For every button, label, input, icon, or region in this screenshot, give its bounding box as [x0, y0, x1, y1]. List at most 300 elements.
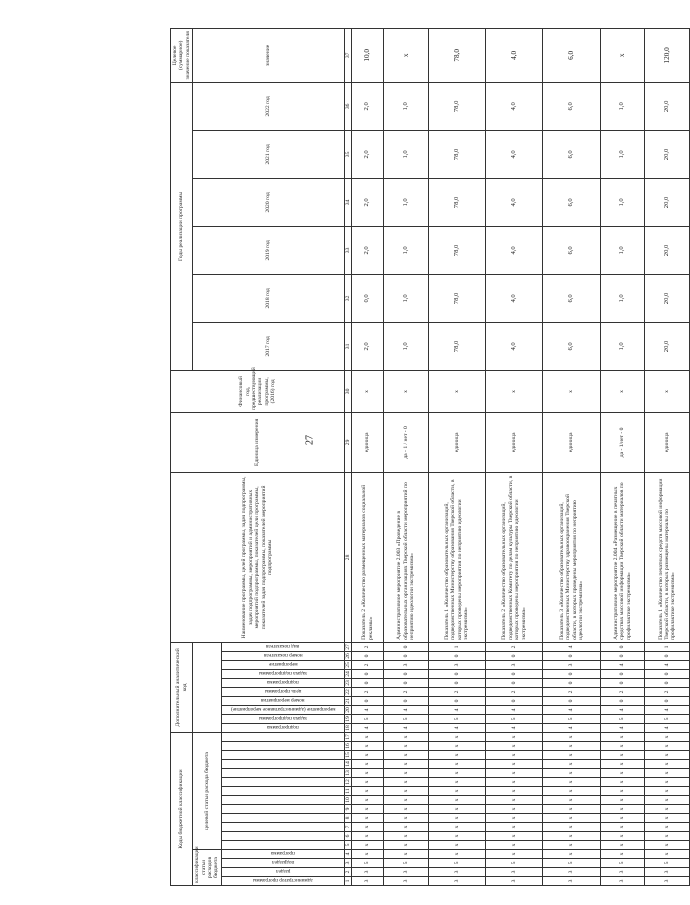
- code-digit: х: [383, 778, 428, 787]
- code-digit: 3: [543, 660, 600, 669]
- code-label-cell: [221, 669, 344, 678]
- analytic-code-header: Дополнительный аналитический код: [171, 642, 193, 732]
- year-value-cell: 6,0: [543, 274, 600, 322]
- year-value-cell: 4,0: [485, 226, 542, 274]
- code-digit: 3: [543, 877, 600, 886]
- year-value-cell: 4,0: [485, 322, 542, 370]
- year-value-cell: 1,0: [600, 130, 645, 178]
- year-value-cell: 1,0: [600, 274, 645, 322]
- code-label: подпрограмма: [267, 678, 299, 685]
- code-digit: 0: [645, 669, 690, 678]
- analytic-subheader: [193, 642, 222, 732]
- code-label: задача подпрограммы: [258, 669, 307, 676]
- code-digit: х: [352, 778, 384, 787]
- code-digit: 0: [485, 669, 542, 678]
- year-value-cell: 0,0: [352, 274, 384, 322]
- column-number: 25: [344, 662, 351, 668]
- code-label-cell: [221, 877, 344, 886]
- code-digit: 0: [600, 642, 645, 651]
- base-year-cell: х: [428, 370, 485, 412]
- column-number: 14: [344, 761, 351, 767]
- code-digit: х: [485, 787, 542, 796]
- year-value-cell: 78,0: [428, 274, 485, 322]
- code-digit: х: [543, 787, 600, 796]
- code-digit: 3: [352, 877, 384, 886]
- column-number: 5: [344, 841, 351, 850]
- unit-cell: да - 1/нет - 0: [600, 412, 645, 472]
- column-number: 31: [344, 322, 351, 370]
- year-value-cell: 6,0: [543, 178, 600, 226]
- code-digit: 3: [600, 877, 645, 886]
- column-number: 9: [344, 805, 351, 814]
- code-label: администратор программы: [253, 877, 313, 883]
- code-label-cell: [221, 769, 344, 778]
- code-digit: х: [352, 805, 384, 814]
- table-row: [543, 28, 600, 885]
- code-digit: 3: [543, 868, 600, 877]
- code-digit: х: [383, 769, 428, 778]
- year-value-cell: 1,0: [600, 82, 645, 130]
- year-value-cell: 20,0: [645, 130, 690, 178]
- code-digit: х: [543, 796, 600, 805]
- code-digit: 0: [383, 651, 428, 660]
- code-digit: х: [428, 751, 485, 760]
- code-digit: х: [485, 823, 542, 832]
- code-label-cell: [221, 723, 344, 732]
- code-digit: х: [645, 796, 690, 805]
- code-digit: х: [383, 732, 428, 741]
- code-digit: х: [352, 769, 384, 778]
- code-label: программа: [270, 850, 295, 856]
- code-digit: х: [485, 732, 542, 741]
- code-digit: х: [428, 832, 485, 841]
- year-2020-header: 2020 год: [193, 178, 345, 226]
- code-digit: х: [428, 787, 485, 796]
- code-digit: х: [645, 778, 690, 787]
- code-digit: 5: [645, 714, 690, 723]
- unit-cell: единица: [428, 412, 485, 472]
- year-value-cell: 1,0: [600, 178, 645, 226]
- code-digit: 3: [383, 660, 428, 669]
- code-digit: х: [543, 732, 600, 741]
- code-digit: 3: [428, 660, 485, 669]
- code-digit: 5: [428, 859, 485, 868]
- code-digit: х: [645, 787, 690, 796]
- code-digit: х: [600, 823, 645, 832]
- header-row-1: [171, 28, 193, 885]
- code-digit: х: [352, 787, 384, 796]
- code-digit: х: [352, 823, 384, 832]
- year-value-cell: 1,0: [600, 226, 645, 274]
- code-label: задача подпрограммы: [258, 714, 307, 721]
- code-digit: 2: [352, 660, 384, 669]
- column-number: 1: [344, 877, 351, 886]
- code-digit: 0: [543, 678, 600, 687]
- name-column-header: Наименование программы, целей программы, задач подпрограммы, задач подпрограммы, мероприятий и административных мероприятий подпрограммы, показателей цели программы, показателей задач подпрограммы, показателей мероприятий подпрограммы: [171, 472, 345, 642]
- code-digit: 0: [428, 669, 485, 678]
- code-digit: х: [645, 814, 690, 823]
- code-digit: 4: [645, 723, 690, 732]
- code-label: мероприятие (административное мероприятие): [230, 705, 336, 712]
- year-value-cell: 6,0: [543, 226, 600, 274]
- year-value-cell: 1,0: [383, 130, 428, 178]
- code-digit: 1: [645, 642, 690, 651]
- code-digit: х: [383, 742, 428, 751]
- code-digit: 5: [485, 859, 542, 868]
- column-number: 8: [344, 814, 351, 823]
- code-digit: х: [600, 832, 645, 841]
- column-number: 37: [344, 28, 351, 82]
- column-number: 28: [344, 472, 351, 642]
- code-digit: 0: [600, 651, 645, 660]
- code-digit: х: [428, 760, 485, 769]
- base-year-cell: х: [485, 370, 542, 412]
- code-digit: 0: [383, 642, 428, 651]
- code-digit: х: [543, 814, 600, 823]
- unit-cell: да - 1 / нет - 0: [383, 412, 428, 472]
- code-label-cell: [221, 678, 344, 687]
- code-digit: х: [485, 769, 542, 778]
- code-digit: 0: [543, 696, 600, 705]
- code-digit: х: [352, 760, 384, 769]
- code-label-cell: [221, 814, 344, 823]
- code-digit: 5: [352, 714, 384, 723]
- table-row: [352, 28, 384, 885]
- base-year-cell: х: [383, 370, 428, 412]
- code-digit: х: [543, 769, 600, 778]
- code-label-cell: [221, 778, 344, 787]
- code-digit: х: [645, 823, 690, 832]
- year-value-cell: 20,0: [645, 226, 690, 274]
- year-value-cell: 6,0: [543, 130, 600, 178]
- unit-column-header: Единица измерения: [171, 412, 345, 472]
- year-2021-header: 2021 год: [193, 130, 345, 178]
- code-digit: х: [428, 823, 485, 832]
- column-number: 20: [344, 707, 351, 713]
- code-digit: х: [600, 742, 645, 751]
- table-row: [428, 28, 485, 885]
- column-number: 6: [344, 832, 351, 841]
- indicator-name: Административное мероприятие 2.003 «Проведение в образовательных организациях Тверской области мероприятий по неприятию идеологии экстремизма»: [383, 472, 428, 642]
- code-digit: х: [645, 805, 690, 814]
- code-digit: 2: [428, 687, 485, 696]
- code-digit: х: [428, 805, 485, 814]
- code-label-cell: [221, 714, 344, 723]
- code-digit: 4: [600, 660, 645, 669]
- column-number: 3: [344, 859, 351, 868]
- code-digit: 4: [645, 705, 690, 714]
- code-label-cell: [221, 787, 344, 796]
- code-digit: 1: [428, 642, 485, 651]
- year-value-cell: 78,0: [428, 322, 485, 370]
- code-digit: 4: [485, 723, 542, 732]
- column-number: 4: [344, 850, 351, 859]
- year-value-cell: 20,0: [645, 82, 690, 130]
- code-digit: х: [485, 850, 542, 859]
- code-digit: 0: [645, 651, 690, 660]
- page-number: 27: [304, 435, 316, 445]
- code-digit: х: [543, 841, 600, 850]
- code-digit: х: [645, 850, 690, 859]
- year-value-cell: 78,0: [428, 178, 485, 226]
- code-digit: 4: [600, 705, 645, 714]
- code-digit: 4: [428, 705, 485, 714]
- code-digit: 0: [645, 678, 690, 687]
- budget-codes-header: Коды бюджетной классификации: [171, 732, 193, 885]
- code-digit: 4: [543, 642, 600, 651]
- code-digit: 5: [600, 859, 645, 868]
- year-value-cell: 78,0: [428, 82, 485, 130]
- code-digit: 3: [428, 868, 485, 877]
- base-year-cell: х: [543, 370, 600, 412]
- code-digit: х: [485, 832, 542, 841]
- code-digit: х: [600, 778, 645, 787]
- code-label-cell: [221, 651, 344, 660]
- code-label-cell: [221, 660, 344, 669]
- code-digit: 4: [543, 705, 600, 714]
- code-digit: 4: [543, 723, 600, 732]
- code-digit: х: [645, 769, 690, 778]
- year-value-cell: 4,0: [485, 178, 542, 226]
- code-digit: х: [428, 732, 485, 741]
- code-digit: х: [543, 850, 600, 859]
- code-label: раздел: [275, 868, 291, 874]
- code-digit: 0: [352, 678, 384, 687]
- year-value-cell: 2,0: [352, 322, 384, 370]
- code-digit: х: [645, 742, 690, 751]
- code-digit: х: [428, 850, 485, 859]
- table-head: [171, 28, 352, 885]
- column-number: 36: [344, 82, 351, 130]
- years-header: Годы реализации программы: [171, 82, 193, 370]
- code-label-cell: [221, 868, 344, 877]
- code-label-cell: [221, 705, 344, 714]
- code-digit: 4: [485, 705, 542, 714]
- code-digit: х: [543, 832, 600, 841]
- year-value-cell: 1,0: [383, 82, 428, 130]
- target-value-cell: 78,0: [428, 28, 485, 82]
- code-label-cell: [221, 805, 344, 814]
- code-label-cell: [221, 832, 344, 841]
- base-year-cell: х: [600, 370, 645, 412]
- code-digit: х: [485, 778, 542, 787]
- column-number: 35: [344, 130, 351, 178]
- code-digit: х: [428, 796, 485, 805]
- year-value-cell: 4,0: [485, 82, 542, 130]
- target-value-cell: 10,0: [352, 28, 384, 82]
- table-row: [383, 28, 428, 885]
- column-number: 10: [344, 797, 351, 803]
- column-number: 33: [344, 226, 351, 274]
- code-label-cell: [221, 696, 344, 705]
- budget-article-header: классификации статьи расходов бюджета: [193, 850, 222, 886]
- column-number: 29: [344, 412, 351, 472]
- code-digit: х: [543, 805, 600, 814]
- code-digit: х: [428, 742, 485, 751]
- code-digit: 2: [485, 687, 542, 696]
- column-number: 27: [344, 644, 351, 650]
- year-value-cell: 4,0: [485, 130, 542, 178]
- code-digit: 2: [645, 687, 690, 696]
- indicator-name: Показатель 1 «Количество образовательных организаций, подведомственных Министерству образования Тверской области, в которых проведены мероприятия по неприятию идеологии экстремизма»: [428, 472, 485, 642]
- code-digit: 3: [383, 877, 428, 886]
- code-digit: х: [600, 796, 645, 805]
- code-label-cell: [221, 859, 344, 868]
- year-value-cell: 2,0: [352, 226, 384, 274]
- code-digit: х: [383, 751, 428, 760]
- code-digit: х: [485, 814, 542, 823]
- code-digit: 5: [600, 714, 645, 723]
- column-number: 22: [344, 689, 351, 695]
- code-digit: х: [645, 760, 690, 769]
- code-digit: х: [428, 778, 485, 787]
- code-label-cell: [221, 841, 344, 850]
- code-digit: 5: [383, 859, 428, 868]
- code-digit: 2: [485, 642, 542, 651]
- code-digit: 2: [600, 687, 645, 696]
- code-digit: 3: [645, 868, 690, 877]
- code-digit: х: [352, 841, 384, 850]
- code-digit: 0: [600, 669, 645, 678]
- column-number: 24: [344, 671, 351, 677]
- code-digit: х: [428, 814, 485, 823]
- target-article-header: целевой статьи расхода бюджета: [193, 732, 222, 849]
- target-value-cell: х: [600, 28, 645, 82]
- code-digit: 4: [645, 660, 690, 669]
- code-digit: 0: [645, 696, 690, 705]
- unit-cell: единица: [645, 412, 690, 472]
- code-digit: 0: [543, 669, 600, 678]
- code-digit: х: [485, 742, 542, 751]
- code-digit: х: [543, 751, 600, 760]
- code-label-cell: [221, 796, 344, 805]
- code-digit: х: [352, 751, 384, 760]
- code-digit: х: [383, 823, 428, 832]
- column-number: 7: [344, 823, 351, 832]
- code-digit: х: [543, 778, 600, 787]
- indicator-name: Показатель 2 «Количество размещенных материалов социальной рекламы»: [352, 472, 384, 642]
- column-number: 21: [344, 698, 351, 704]
- code-digit: х: [600, 841, 645, 850]
- target-value-cell: 120,0: [645, 28, 690, 82]
- column-number: 18: [344, 725, 351, 731]
- code-digit: 5: [383, 714, 428, 723]
- year-2019-header: 2019 год: [193, 226, 345, 274]
- target-value-cell: 6,0: [543, 28, 600, 82]
- code-label: подраздел: [271, 859, 294, 865]
- code-digit: 0: [600, 696, 645, 705]
- code-digit: х: [485, 751, 542, 760]
- code-digit: 0: [428, 696, 485, 705]
- column-number: 26: [344, 653, 351, 659]
- code-digit: х: [383, 832, 428, 841]
- code-label: номер показателя: [263, 651, 303, 658]
- code-digit: х: [352, 732, 384, 741]
- year-value-cell: 1,0: [383, 226, 428, 274]
- year-value-cell: 1,0: [383, 274, 428, 322]
- table-row: [485, 28, 542, 885]
- indicator-name: Показатель 3 «Количество образовательных организаций, подведомственных Министерству здравоохранения Тверской области, в которых проведены мероприятия по неприятию идеологии экстремизма»: [543, 472, 600, 642]
- code-digit: х: [383, 850, 428, 859]
- column-number: 34: [344, 178, 351, 226]
- code-label-cell: [221, 760, 344, 769]
- code-label: мероприятие: [268, 660, 298, 667]
- table-row: [600, 28, 645, 885]
- unit-cell: единица: [352, 412, 384, 472]
- column-number: 17: [344, 734, 351, 740]
- column-number: 15: [344, 752, 351, 758]
- code-digit: 4: [383, 705, 428, 714]
- code-digit: 0: [428, 651, 485, 660]
- code-digit: х: [428, 841, 485, 850]
- code-digit: х: [383, 787, 428, 796]
- code-label-cell: [221, 742, 344, 751]
- code-digit: 4: [428, 723, 485, 732]
- code-digit: х: [428, 769, 485, 778]
- target-header: Целевое (суммарное) значение показателя: [171, 28, 193, 82]
- column-number: 2: [344, 868, 351, 877]
- column-number: 19: [344, 716, 351, 722]
- column-number: 32: [344, 274, 351, 322]
- indicator-name: Показатель 1 «Количество печатных средств массовой информации Тверской области, в которых размещены материалы по профилактике экстремизма»: [645, 472, 690, 642]
- code-digit: х: [645, 732, 690, 741]
- code-digit: х: [485, 760, 542, 769]
- year-value-cell: 1,0: [383, 178, 428, 226]
- code-digit: 3: [352, 868, 384, 877]
- code-digit: 4: [383, 723, 428, 732]
- code-digit: 0: [352, 669, 384, 678]
- column-number: 16: [344, 743, 351, 749]
- year-value-cell: 6,0: [543, 82, 600, 130]
- code-digit: 0: [485, 678, 542, 687]
- code-digit: 3: [600, 868, 645, 877]
- code-digit: х: [352, 850, 384, 859]
- code-digit: 4: [600, 723, 645, 732]
- code-digit: х: [485, 841, 542, 850]
- code-digit: 5: [543, 859, 600, 868]
- code-digit: 0: [383, 669, 428, 678]
- code-digit: х: [543, 823, 600, 832]
- code-digit: 5: [645, 859, 690, 868]
- code-digit: 3: [485, 868, 542, 877]
- code-digit: 0: [600, 678, 645, 687]
- column-number: 30: [344, 370, 351, 412]
- code-digit: х: [543, 742, 600, 751]
- target-value-cell: 4,0: [485, 28, 542, 82]
- code-digit: 5: [485, 714, 542, 723]
- year-2018-header: 2018 год: [193, 274, 345, 322]
- code-label-cell: [221, 642, 344, 651]
- code-digit: х: [645, 841, 690, 850]
- year-value-cell: 78,0: [428, 130, 485, 178]
- code-digit: 2: [352, 687, 384, 696]
- code-digit: 4: [352, 705, 384, 714]
- column-number: 13: [344, 770, 351, 776]
- program-indicators-table: [170, 28, 690, 886]
- target-value-cell: х: [383, 28, 428, 82]
- year-value-cell: 4,0: [485, 274, 542, 322]
- code-digit: 0: [383, 678, 428, 687]
- indicator-name: Показатель 2 «Количество образовательных организаций, подведомственных Комитету по делам культуры Тверской области, в которых проведены мероприятия по неприятию идеологии экстремизма»: [485, 472, 542, 642]
- code-digit: 5: [543, 714, 600, 723]
- code-digit: х: [600, 760, 645, 769]
- code-digit: х: [600, 805, 645, 814]
- code-label: подпрограмма: [267, 723, 299, 730]
- code-digit: х: [352, 796, 384, 805]
- unit-cell: единица: [543, 412, 600, 472]
- column-number: 12: [344, 779, 351, 785]
- unit-cell: единица: [485, 412, 542, 472]
